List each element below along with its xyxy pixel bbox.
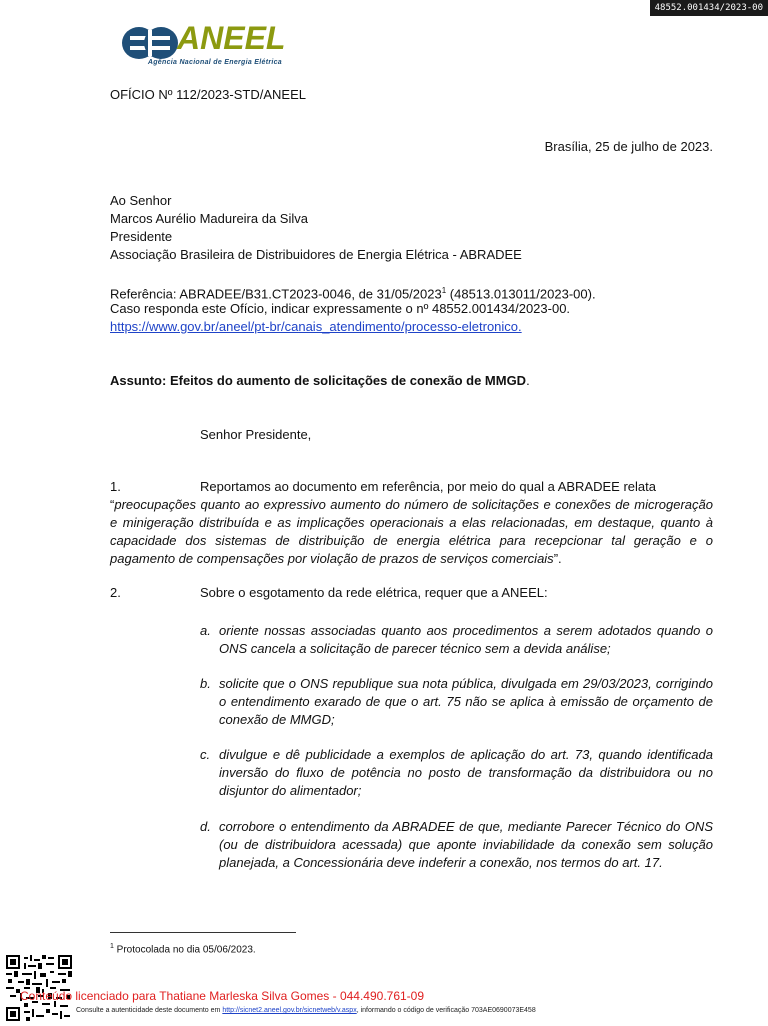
item-d-letter: d.	[200, 819, 211, 834]
subject-end: .	[526, 373, 530, 388]
open-quote: “	[110, 497, 115, 512]
reference-prefix: Referência: ABRADEE/B31.CT2023-0046, de 31/05/2023	[110, 286, 442, 302]
reference-suffix: (48513.013011/2023-00).	[446, 286, 596, 302]
verify-prefix: Consulte a autenticidade deste documento em	[76, 1007, 223, 1014]
protocol-stamp: 48552.001434/2023-00	[650, 0, 768, 16]
recipient-title: Presidente	[110, 229, 173, 244]
footnote-text: Protocolada no dia 05/06/2023.	[113, 944, 256, 956]
verification-notice	[76, 1006, 536, 1016]
aneel-logo-icon	[122, 26, 178, 60]
item-b-letter: b.	[200, 676, 211, 691]
footnote-divider	[110, 932, 296, 933]
qr-code	[6, 955, 72, 1021]
subject-label: Assunto: Efeitos do aumento de solicitações de conexão de MMGD	[110, 373, 527, 388]
footnote	[110, 940, 256, 956]
processo-eletronico-link[interactable]: https://www.gov.br/aneel/pt-br/canais_atendimento/processo-eletronico.	[110, 319, 522, 334]
recipient-salutation: Ao Senhor	[110, 193, 172, 208]
close-quote: ”.	[553, 551, 562, 566]
aneel-logo	[122, 20, 292, 72]
footnote-mark: 1	[110, 943, 114, 950]
paragraph-1-number: 1.	[110, 479, 121, 494]
oficio-number: OFÍCIO Nº 112/2023-STD/ANEEL	[110, 87, 306, 102]
recipient-org: Associação Brasileira de Distribuidores de Energia Elétrica - ABRADEE	[110, 247, 522, 262]
logo-subtitle: Agência Nacional de Energia Elétrica	[147, 59, 282, 66]
subject-line	[110, 372, 530, 390]
paragraph-1-lead: Reportamos ao documento em referência, por meio do qual a ABRADEE relata	[200, 479, 656, 494]
item-d-text: corrobore o entendimento da ABRADEE de que, mediante Parecer Técnico do ONS (ou de distribuidora acessada) que aponte inviabilidade da conexão sem solução planejada, a Concessionária deve indeferir a conexão, nos termos do art. 17.	[219, 819, 713, 870]
item-a-letter: a.	[200, 623, 211, 638]
item-b-text: solicite que o ONS republique sua nota pública, divulgada em 29/03/2023, corrigindo o entendimento exarado de que o art. 75 não se aplica à emissão de orçamento de conexão de MMGD;	[219, 676, 713, 727]
verify-suffix: , informando o código de verificação 703AE0690073E458	[356, 1007, 536, 1014]
reply-instruction: Caso responda este Ofício, indicar expressamente o nº 48552.001434/2023-00.	[110, 301, 571, 316]
document-date: Brasília, 25 de julho de 2023.	[544, 139, 713, 154]
verify-link[interactable]: http://sicnet2.aneel.gov.br/sicnetweb/v.aspx	[222, 1007, 357, 1014]
reference-footnote-mark[interactable]: 1	[441, 286, 447, 295]
paragraph-2-number: 2.	[110, 585, 121, 600]
item-a-text: oriente nossas associadas quanto aos procedimentos a serem adotados quando o ONS cancela a solicitação de parecer técnico sem a devida análise;	[219, 623, 713, 656]
paragraph-1-quote	[110, 496, 713, 568]
item-c-text: divulgue e dê publicidade a exemplos de aplicação do art. 73, quando identificada inversão do fluxo de potência no posto de transformação da distribuidora ou no disjuntor do alimentador;	[219, 747, 713, 798]
qr-code-icon	[6, 955, 72, 1021]
logo-wordmark: ANEEL	[177, 20, 286, 56]
paragraph-2-lead: Sobre o esgotamento da rede elétrica, requer que a ANEEL:	[200, 585, 548, 600]
license-notice: Conteúdo licenciado para Thatiane Marleska Silva Gomes - 044.490.761-09	[20, 989, 425, 1003]
recipient-name: Marcos Aurélio Madureira da Silva	[110, 211, 308, 226]
quote-text: preocupações quanto ao expressivo aumento do número de solicitações e conexões de microgeração e minigeração distribuída e as implicações operacionais a elas relacionadas, em destaque, quanto à capacidade dos sistemas de distribuição de energia elétrica para recepcionar tal geração e o pagamento de compensações por violação de prazos de serviços comerciais	[110, 497, 713, 566]
item-c-letter: c.	[200, 747, 211, 762]
greeting: Senhor Presidente,	[200, 427, 312, 442]
